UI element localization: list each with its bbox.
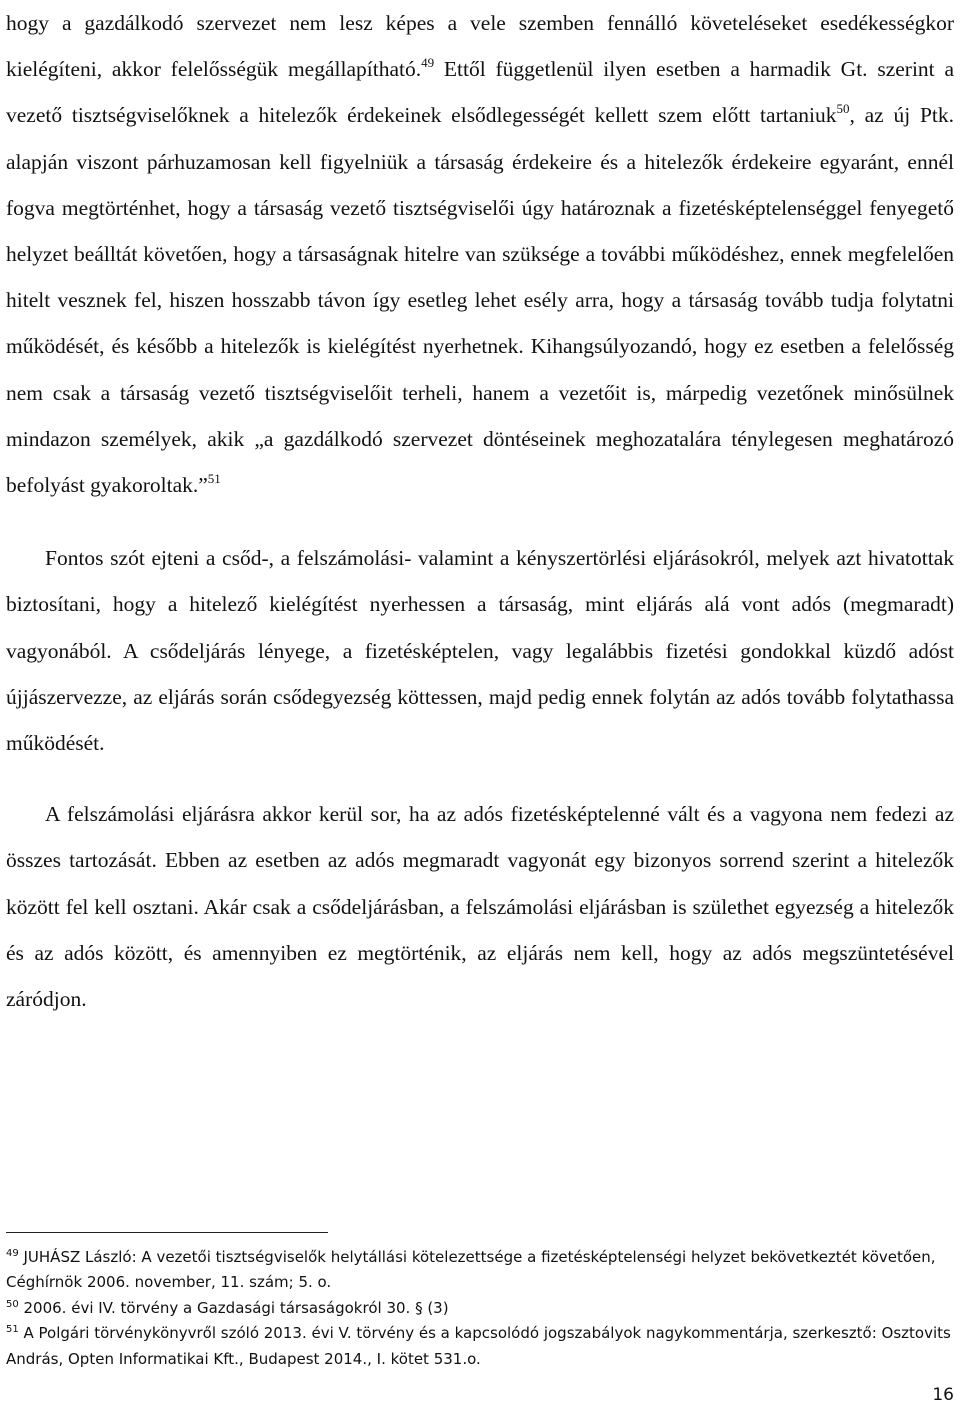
footnote-51 xyxy=(6,1321,954,1372)
document-body xyxy=(6,0,954,1022)
text-run: , az új Ptk. alapján viszont párhuzamosan kell figyelniük a társaság érdekeire és a hitelezők érdekeire egyaránt, ennél fogva megtörténhet, hogy a társaság vezető tisztségviselői úgy határoznak a fizetésképtelenséggel fenyegető helyzet beálltát követően, hogy a társaságnak hitelre van szüksége a további működéshez, ennek megfelelően hitelt vesznek fel, hiszen hosszabb távon így esetleg lehet esély arra, hogy a társaság tovább tudja folytatni működését, és később a hitelezők is kielégítést nyerhetnek. Kihangsúlyozandó, hogy ez esetben a felelősség nem csak a társaság vezető tisztségviselőit terheli, hanem a vezetőit is, márpedig vezetőnek minősülnek mindazon személyek, akik „a gazdálkodó szervezet döntéseinek meghozatalára ténylegesen meghatározó befolyást gyakoroltak.” xyxy=(6,103,954,498)
footnote-text: 2006. évi IV. törvény a Gazdasági társaságokról 30. § (3) xyxy=(18,1298,449,1317)
text-run: hogy a gazdálkodó szervezet nem lesz képes a vele szemben fennálló követeléseket esedékességkor kielégíteni, akkor felelősségük megállapítható. xyxy=(6,11,954,82)
footnote-number: 50 xyxy=(6,1298,19,1310)
paragraph-insolvency-procedures: Fontos szót ejteni a csőd-, a felszámolási- valamint a kényszertörlési eljárásokról, melyek azt hivatottak biztosítani, hogy a hitelező kielégítést nyerhessen a társaság, mint eljárás alá vont adós (megmaradt) vagyonából. A csődeljárás lényege, a fizetésképtelen, vagy legalábbis fizetési gondokkal küzdő adóst újjászervezze, az eljárás során csődegyezség köttessen, majd pedig ennek folytán az adós tovább folytathassa működését. xyxy=(6,546,954,756)
footnote-ref-50[interactable]: 50 xyxy=(836,101,850,117)
paragraph-liquidation: A felszámolási eljárásra akkor kerül sor, ha az adós fizetésképtelenné vált és a vagyona nem fedezi az összes tartozását. Ebben az esetben az adós megmaradt vagyonát egy bizonyos sorrend szerint a hitelezők között fel kell osztani. Akár csak a csődeljárásban, a felszámolási eljárásban is születhet egyezség a hitelezők és az adós között, és amennyiben ez megtörténik, az eljárás nem kell, hogy az adós megszüntetésével záródjon. xyxy=(6,802,954,1012)
paragraph-continuation xyxy=(6,0,954,508)
footnotes xyxy=(6,1245,954,1372)
footnote-text: JUHÁSZ László: A vezetői tisztségviselők helytállási kötelezettsége a fizetésképtelenségi helyzet bekövetkeztét követően, Céghírnök 2006. november, 11. szám; 5. o. xyxy=(6,1248,936,1292)
page-number: 16 xyxy=(932,1385,954,1405)
footnote-separator xyxy=(6,1232,328,1233)
footnote-text: A Polgári törvénykönyvről szóló 2013. évi V. törvény és a kapcsolódó jogszabályok nagykommentárja, szerkesztő: Osztovits András, Opten Informatikai Kft., Budapest 2014., I. kötet 531.o. xyxy=(6,1324,951,1368)
footnote-49 xyxy=(6,1245,954,1296)
text-run: Ettől függetlenül ilyen esetben a harmadik Gt. szerint a vezető tisztségviselőknek a hitelezők érdekeinek elsődlegességét kellett szem előtt tartaniuk xyxy=(6,57,955,128)
footnote-ref-51[interactable]: 51 xyxy=(207,471,221,487)
footnote-ref-49[interactable]: 49 xyxy=(421,55,435,71)
footnote-number: 51 xyxy=(6,1324,19,1336)
footnote-number: 49 xyxy=(6,1248,19,1259)
footnote-50 xyxy=(6,1296,954,1321)
